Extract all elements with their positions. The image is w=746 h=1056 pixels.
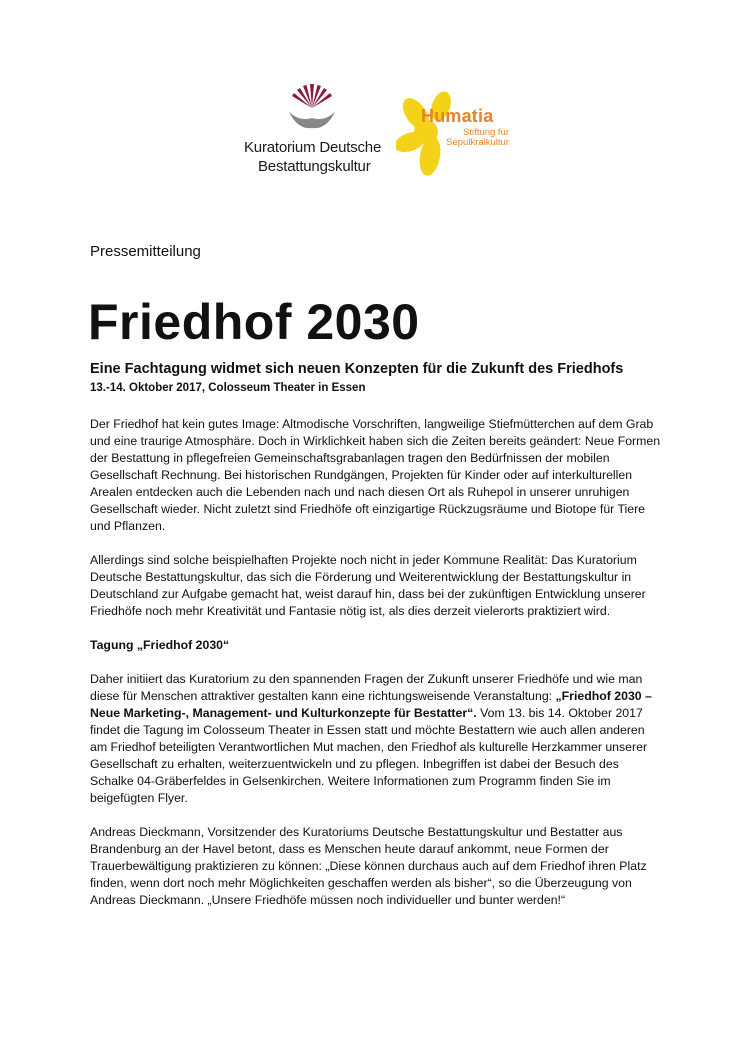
kuratorium-logo-text [244,138,381,176]
kuratorium-logo-mark-icon [286,82,338,130]
event-dateline: 13.-14. Oktober 2017, Colosseum Theater in Essen [90,382,366,394]
paragraph-event [90,671,665,807]
header-logos [240,82,540,182]
humatia-name: Humatia [421,106,494,126]
kuratorium-name-line1: Kuratorium Deutsche [244,139,382,156]
humatia-sub-line1: Stiftung für [463,127,509,138]
document-kicker: Pressemitteilung [90,243,201,260]
page-title: Friedhof 2030 [88,294,420,350]
article-body [90,416,665,926]
paragraph-intro: Der Friedhof hat kein gutes Image: Altmodische Vorschriften, langweilige Stiefmütterchen auf dem Grab und eine traurige Atmosphäre. Doch in Wirklichkeit haben sich die Zeiten bereits geändert: Neue Formen der Bestattung in pflegefreien Gemeinschaftsgrabanlagen tragen den Bedürfnissen der mobilen Gesellschaft Rechnung. Bei historischen Rundgängen, Projekten für Kinder oder auf interkulturellen Arealen entdecken auch die Lebenden nach und nach diesen Ort als Ruhepol in unserer unruhigen Gesellschaft wieder. Nicht zuletzt sind Friedhöfe oft einzigartige Rückzugsräume und Biotope für Tiere und Pflanzen. [90,417,661,533]
paragraph-event-text-1: Daher initiiert das Kuratorium zu den spannenden Fragen der Zukunft unserer Friedhöfe und wie man diese für Menschen attraktiver gestalten kann eine richtungsweisende Veranstaltung: [90,672,643,703]
page-subtitle: Eine Fachtagung widmet sich neuen Konzepten für die Zukunft des Friedhofs [90,361,624,377]
humatia-subtitle [443,128,509,148]
kuratorium-name-line2: Bestattungskultur [258,158,371,175]
paragraph-kuratorium: Allerdings sind solche beispielhaften Projekte noch nicht in jeder Kommune Realität: Das Kuratorium Deutsche Bestattungskultur, das sich die Förderung und Weiterentwicklung der Bestattungskultur in Deutschland zur Aufgabe gemacht hat, weist darauf hin, dass bei der zukünftigen Entwicklung unserer Friedhöfe noch mehr Kreativität und Fantasie nötig ist, als dies derzeit vielerorts praktiziert wird. [90,553,646,618]
event-name-bold: „Friedhof 2030 – Neue Marketing-, Management- und Kulturkonzepte für Bestatter“. [90,689,652,720]
paragraph-event-text-2: Vom 13. bis 14. Oktober 2017 findet die Tagung im Colosseum Theater in Essen statt und möchte Bestattern wie auch allen anderen am Friedhof beteiligten Verantwortlichen Mut machen, den Friedhof als kulturelle Herzkammer unserer Gesellschaft zu erhalten, weiterzuentwickeln und zu pflegen. Inbegriffen ist dabei der Besuch des Schalke 04-Gräberfeldes in Gelsenkirchen. Weitere Informationen zum Programm finden Sie im beigefügten Flyer. [90,706,648,805]
paragraph-quote: Andreas Dieckmann, Vorsitzender des Kuratoriums Deutsche Bestattungskultur und Bestatter aus Brandenburg an der Havel betont, dass es Menschen heute darauf ankommt, neue Formen der Trauerbewältigung praktizieren zu können: „Diese können durchaus auch auf dem Friedhof ihren Platz finden, wenn dort noch mehr Möglichkeiten geschaffen werden als bisher“, so die Überzeugung von Andreas Dieckmann. „Unsere Friedhöfe müssen noch individueller und bunter werden!“ [90,825,647,907]
humatia-sub-line2: Sepulkralkultur [446,137,509,148]
section-heading: Tagung „Friedhof 2030“ [90,638,230,652]
